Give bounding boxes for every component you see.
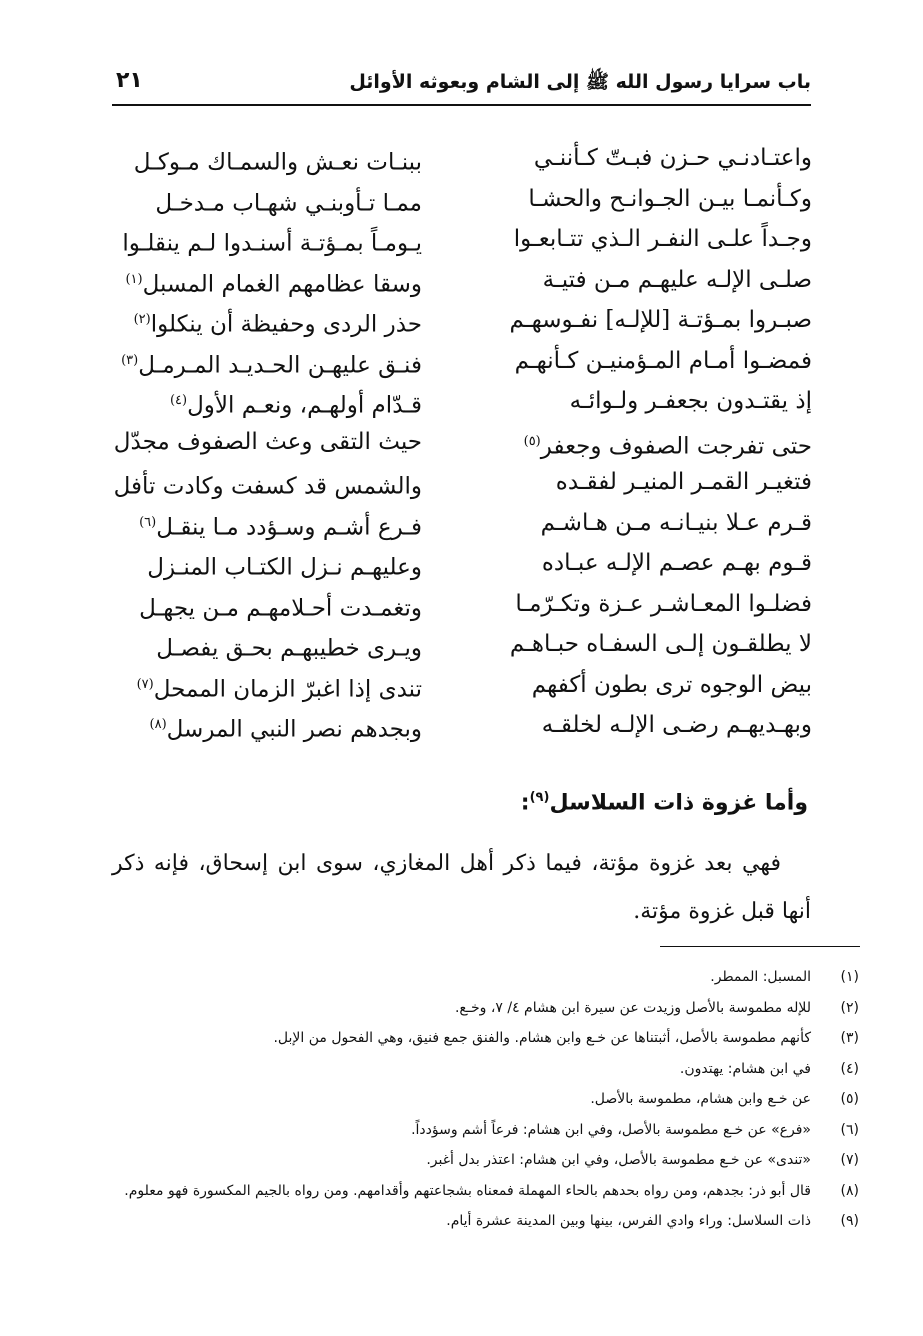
verse-first-hemistich [502,422,812,467]
hemistich-text: قـدّام أولهـم، ونعـم الأول [187,392,422,419]
verse [112,138,812,179]
body-paragraph: فهي بعد غزوة مؤتة، فيما ذكر أهل المغازي، سوى ابن إسحاق، فإنه ذكر أنها قبل غزوة مؤتة. [112,851,811,924]
verse [112,705,812,746]
footnote [112,1084,859,1115]
footnote-text: في ابن هشام: يهتدون. [679,1060,811,1077]
poem [112,138,812,746]
footnote-marker: (٥) [523,433,541,449]
verse-first-hemistich: فمضـوا أمـام المـؤمنيـن كـأنهـم [514,347,812,374]
footnotes [112,962,859,1237]
hemistich-text: تندى إذا اغبرّ الزمان الممحل [153,676,422,703]
footnote [112,1115,859,1146]
footnote [112,1023,859,1054]
verse [112,300,812,341]
verse-first-hemistich: وجـداً علـى النفـر الـذي تتـابعـوا [513,226,812,252]
footnote-text: ذات السلاسل: وراء وادي الفرس، بينها وبين المدينة عشرة أيام. [446,1213,811,1229]
verse [112,422,812,463]
header-rule [112,104,811,106]
hemistich-text: وعليهـم نـزل الكتـاب المنـزل [147,554,422,581]
verse-first-hemistich: لا يطلقـون إلـى السفـاه حبـاهـم [509,631,812,657]
footnote-text: كأنهم مطموسة بالأصل، أثبتناها عن خـع وابن هشام. والفنق جمع فنيق، وهي الفحول من الإبل. [273,1030,811,1046]
verse [112,665,812,706]
verse-second-hemistich [112,624,422,669]
verse [112,462,812,503]
running-title: باب سرايا رسول الله ﷺ إلى الشام وبعوثه الأوائل [349,71,811,93]
verse-second-hemistich [112,179,422,224]
verse-first-hemistich: إذ يقتـدون بجعفـر ولـوائـه [569,388,812,414]
hemistich-text: وبجدهم نصر النبي المرسل [166,716,422,743]
footnote-number: (٢) [840,999,859,1016]
hemistich-text: والشمس قد كسفت وكادت تأفل [113,473,422,500]
footnote-number: (٣) [840,1030,859,1046]
footnote-number: (٧) [840,1152,859,1168]
footnote-marker: (٩) [529,790,550,805]
verse-second-hemistich [112,705,422,750]
verse-first-hemistich: وبهـديهـم رضـى الإلـه لخلقـه [541,712,812,738]
verse-second-hemistich [112,138,422,183]
hemistich-text: ويـرى خطيبهـم بحـق يفصـل [156,635,422,662]
verse-second-hemistich [112,462,422,507]
footnote-marker: (٧) [136,676,154,692]
footnote-text: «فرع» عن خـع مطموسة بالأصل، وفي ابن هشام: فرعاً أشم وسؤدداً. [411,1121,811,1138]
hemistich-text: حذر الردى وحفيظة أن ينكلوا [150,311,422,338]
hemistich-text: يـومـاً بمـؤتـة أسنـدوا لـم ينقلـوا [122,230,422,257]
verse [112,584,812,625]
verse-second-hemistich: حيث التقى وعث الصفوف مجدّل [113,428,422,455]
verse-second-hemistich [112,503,422,548]
footnote-number: (٨) [840,1182,859,1199]
footnote-number: (١) [840,969,859,985]
footnote-text: للإله مطموسة بالأصل وزيدت عن سيرة ابن هشام ٤/ ٧، وخـع. [454,999,811,1016]
verse [112,179,812,220]
verse [112,219,812,260]
page-number: ٢١ [116,68,143,93]
verse-first-hemistich: فتغيـر القمـر المنيـر لفقـده [555,469,812,495]
verse-first-hemistich: صلـى الإلـه عليهـم مـن فتيـة [542,266,812,293]
footnote [112,1206,859,1237]
verse-second-hemistich [112,584,422,629]
verse-second-hemistich [112,665,422,710]
hemistich-text: وسقا عظامهم الغمام المسبل [142,271,422,298]
footnote-rule [660,946,860,947]
footnote [112,1145,859,1176]
footnote-number: (٤) [840,1060,859,1077]
hemistich-text: ممـا تـأوبنـي شهـاب مـدخـل [155,190,422,217]
footnote-number: (٩) [840,1213,859,1229]
verse [112,543,812,584]
footnote-marker: (٣) [121,352,139,368]
verse-first-hemistich: قـرم عـلا بنيـانـه مـن هـاشـم [540,509,812,536]
verse-first-hemistich: فضلـوا المعـاشـر عـزة وتكـرّمـا [515,590,812,617]
hemistich-text: فـرع أشـم وسـؤدد مـا ينقـل [156,514,422,541]
footnote-text: قال أبو ذر: بجدهم، ومن رواه بحدهم بالحاء المهملة فمعناه بشجاعتهم وأقدامهم. ومن رواه بالجيم المكسورة فهو معلوم. [124,1182,811,1199]
footnote [112,1176,859,1207]
hemistich-text: فنـق عليهـن الحـديـد المـرمـل [138,352,422,379]
footnote-text: عن خـع وابن هشام، مطموسة بالأصل. [590,1091,811,1107]
verse [112,624,812,665]
footnote-marker: (١) [125,271,143,287]
verse-second-hemistich [112,341,422,386]
footnote-number: (٦) [840,1121,859,1138]
footnote-marker: (٢) [133,312,151,327]
verse-second-hemistich [112,219,422,264]
verse-second-hemistich [112,543,422,588]
verse [112,503,812,544]
section-heading-text: وأما غزوة ذات السلاسل [549,790,808,816]
verse-first-hemistich: وكـأنمـا بيـن الجـوانـح والحشـا [528,185,812,212]
footnote-number: (٥) [840,1091,859,1107]
verse-second-hemistich [112,300,422,345]
hemistich-text: وتغمـدت أحـلامهـم مـن يجهـل [139,595,422,622]
verse-first-hemistich: واعتـادنـي حـزن فبـتّ كـأننـي [533,145,812,171]
footnote [112,1054,859,1085]
hemistich-text: ببنـات نعـش والسمـاك مـوكـل [133,149,422,176]
verse [112,341,812,382]
footnote-marker: (٨) [149,717,167,732]
footnote-marker: (٦) [139,514,157,530]
verse-second-hemistich [112,260,422,305]
footnote [112,962,859,993]
verse [112,260,812,301]
verse [112,381,812,422]
footnote [112,993,859,1024]
section-heading-colon: : [520,790,530,816]
verse-second-hemistich [112,381,422,426]
verse-first-hemistich: صبـروا بمـؤتـة [للإلـه] نفـوسهـم [509,307,812,333]
footnote-text: المسبل: الممطر. [710,969,811,985]
footnote-text: «تندى» عن خـع مطموسة بالأصل، وفي ابن هشام: اعتذر بدل أغبر. [426,1152,811,1168]
footnote-marker: (٤) [169,393,188,408]
verse-first-hemistich: بيض الوجوه ترى بطون أكفهم [531,671,812,698]
verse-first-hemistich: قـوم بهـم عصـم الإلـه عبـاده [541,550,812,576]
section-heading [521,790,808,815]
hemistich-text: حتى تفرجت الصفوف وجعفر [540,433,812,460]
